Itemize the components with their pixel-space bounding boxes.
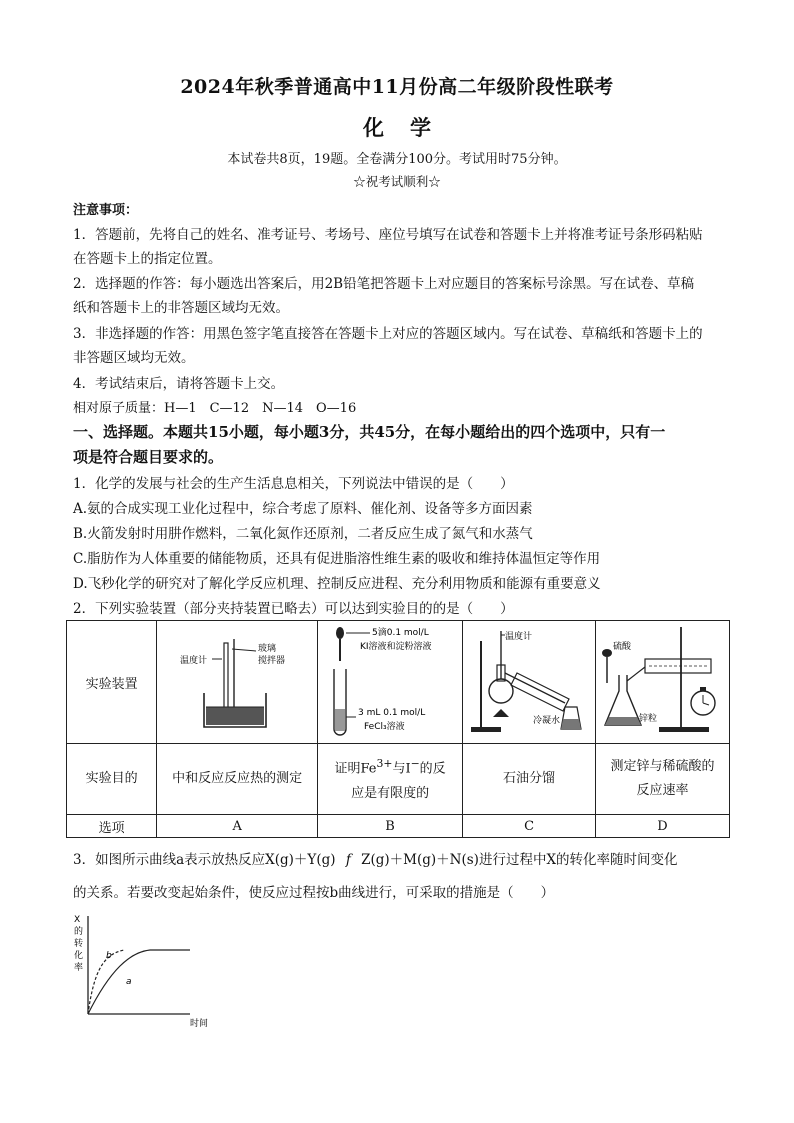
y-axis-label: 转 [74,939,84,949]
purpose-b-text: 的反 [419,761,446,777]
notice-line: 纸和答题卡上的非答题区域均无效。 [73,300,289,316]
subject-title: 化学 [363,115,457,140]
purpose-d-text: 测定锌与稀硫酸的 [610,759,715,774]
question-1-option-d: D.飞秒化学的研究对了解化学反应机理、控制反应进程、充分利用物质和能源有重要意义 [73,576,601,592]
apparatus-a [157,621,318,744]
reagent-label: 3 mL 0.1 mol/L [358,708,426,718]
stirrer-label: 玻璃 [258,644,277,654]
condenser-label: 冷凝水 [533,716,561,726]
y-axis-label: 化 [74,951,84,961]
question-1-option-a: A.氨的合成实现工业化过程中，综合考虑了原料、催化剂、设备等多方面因素 [73,501,533,517]
purpose-d-text: 反应速率 [636,783,689,798]
equilibrium-symbol: f [345,852,351,868]
conversion-graph [70,910,220,1030]
atomic-mass-line: 相对原子质量：H—1 C—12 N—14 O—16 [73,401,357,416]
zinc-label: 锌粒 [638,714,657,724]
notice-line: 非答题区域均无效。 [73,350,195,366]
section-heading: 一、选择题。本题共15小题，每小题3分，共45分，在每小题给出的四个选项中，只有一 [73,423,666,441]
row-label-purpose: 实验目的 [67,744,157,815]
exam-info: 本试卷共8页，19题。全卷满分100分。考试用时75分钟。 [227,152,567,167]
question-3-line [73,848,678,868]
reagent-label: 5滴0.1 mol/L [372,628,429,638]
y-axis-label: 的 [74,927,84,937]
curve-a [88,950,190,1014]
question-1-stem: 1．化学的发展与社会的生产生活息息相关，下列说法中错误的是（ ） [73,476,514,492]
apparatus-c [463,621,596,744]
test-tube-diagram [320,621,460,739]
distillation-diagram [465,621,593,739]
question-3-text: Z(g)＋M(g)＋N(s)进行过程中X的转化率随时间变化 [361,852,678,868]
purpose-b-text: 与I [392,761,411,777]
row-label-device: 实验装置 [67,621,157,744]
stirrer-label: 搅拌器 [258,656,286,666]
notice-line: 在答题卡上的指定位置。 [73,251,222,267]
purpose-c: 石油分馏 [463,744,596,815]
thermometer-label: 温度计 [505,632,533,642]
exam-wish: ☆祝考试顺利☆ [353,174,441,189]
notice-line: 2．选择题的作答：每小题选出答案后，用2B铅笔把答题卡上对应题目的答案标号涂黑。写在试卷、草稿 [73,276,695,292]
x-axis-label: 时间 [190,1019,209,1029]
option-a: A [157,815,318,838]
question-2-stem: 2．下列实验装置（部分夹持装置已略去）可以达到实验目的的是（ ） [73,601,514,617]
section-heading: 项是符合题目要求的。 [73,448,224,466]
curve-a-label: a [126,977,132,987]
y-axis-label: 率 [74,963,84,973]
question-1-option-c: C.脂肪作为人体重要的储能物质，还具有促进脂溶性维生素的吸收和维持体温恒定等作用 [73,551,601,567]
notice-line: 1．答题前，先将自己的姓名、准考证号、考场号、座位号填写在试卷和答题卡上并将准考证号条形码粘贴 [73,227,703,243]
purpose-b-text: 应是有限度的 [351,785,430,801]
row-label-option: 选项 [67,815,157,838]
reagent-label: FeCl₃溶液 [364,722,405,732]
thermometer-label: 温度计 [180,656,208,666]
option-d: D [596,815,730,838]
apparatus-d [596,621,730,744]
notice-line: 4．考试结束后，请将答题卡上交。 [73,376,285,392]
purpose-b [318,744,463,815]
option-b: B [318,815,463,838]
curve-b-label: b [106,951,112,961]
question-1-option-b: B.火箭发射时用肼作燃料，二氧化氮作还原剂，二者反应生成了氮气和水蒸气 [73,526,533,542]
experiment-table [66,620,730,838]
option-c: C [463,815,596,838]
acid-label: 硫酸 [612,642,631,652]
purpose-a: 中和反应反应热的测定 [157,744,318,815]
notice-heading: 注意事项： [73,203,139,218]
ion-charge: − [410,757,420,771]
reaction-rate-diagram [599,621,727,739]
exam-title: 2024年秋季普通高中11月份高二年级阶段性联考 [180,76,614,98]
purpose-d [596,744,730,815]
ion-charge: 3+ [376,757,393,771]
y-axis-label: X [74,915,81,925]
purpose-b-text: 证明Fe [334,761,377,777]
calorimeter-diagram [162,621,312,739]
notice-line: 3．非选择题的作答：用黑色签字笔直接答在答题卡上对应的答题区域内。写在试卷、草稿纸和答题卡上的 [73,326,703,342]
question-3-line: 的关系。若要改变起始条件，使反应过程按b曲线进行，可采取的措施是（ ） [73,885,555,901]
apparatus-b [318,621,463,744]
question-3-text: 3．如图所示曲线a表示放热反应X(g)＋Y(g) [73,852,336,868]
reagent-label: KI溶液和淀粉溶液 [360,642,432,652]
